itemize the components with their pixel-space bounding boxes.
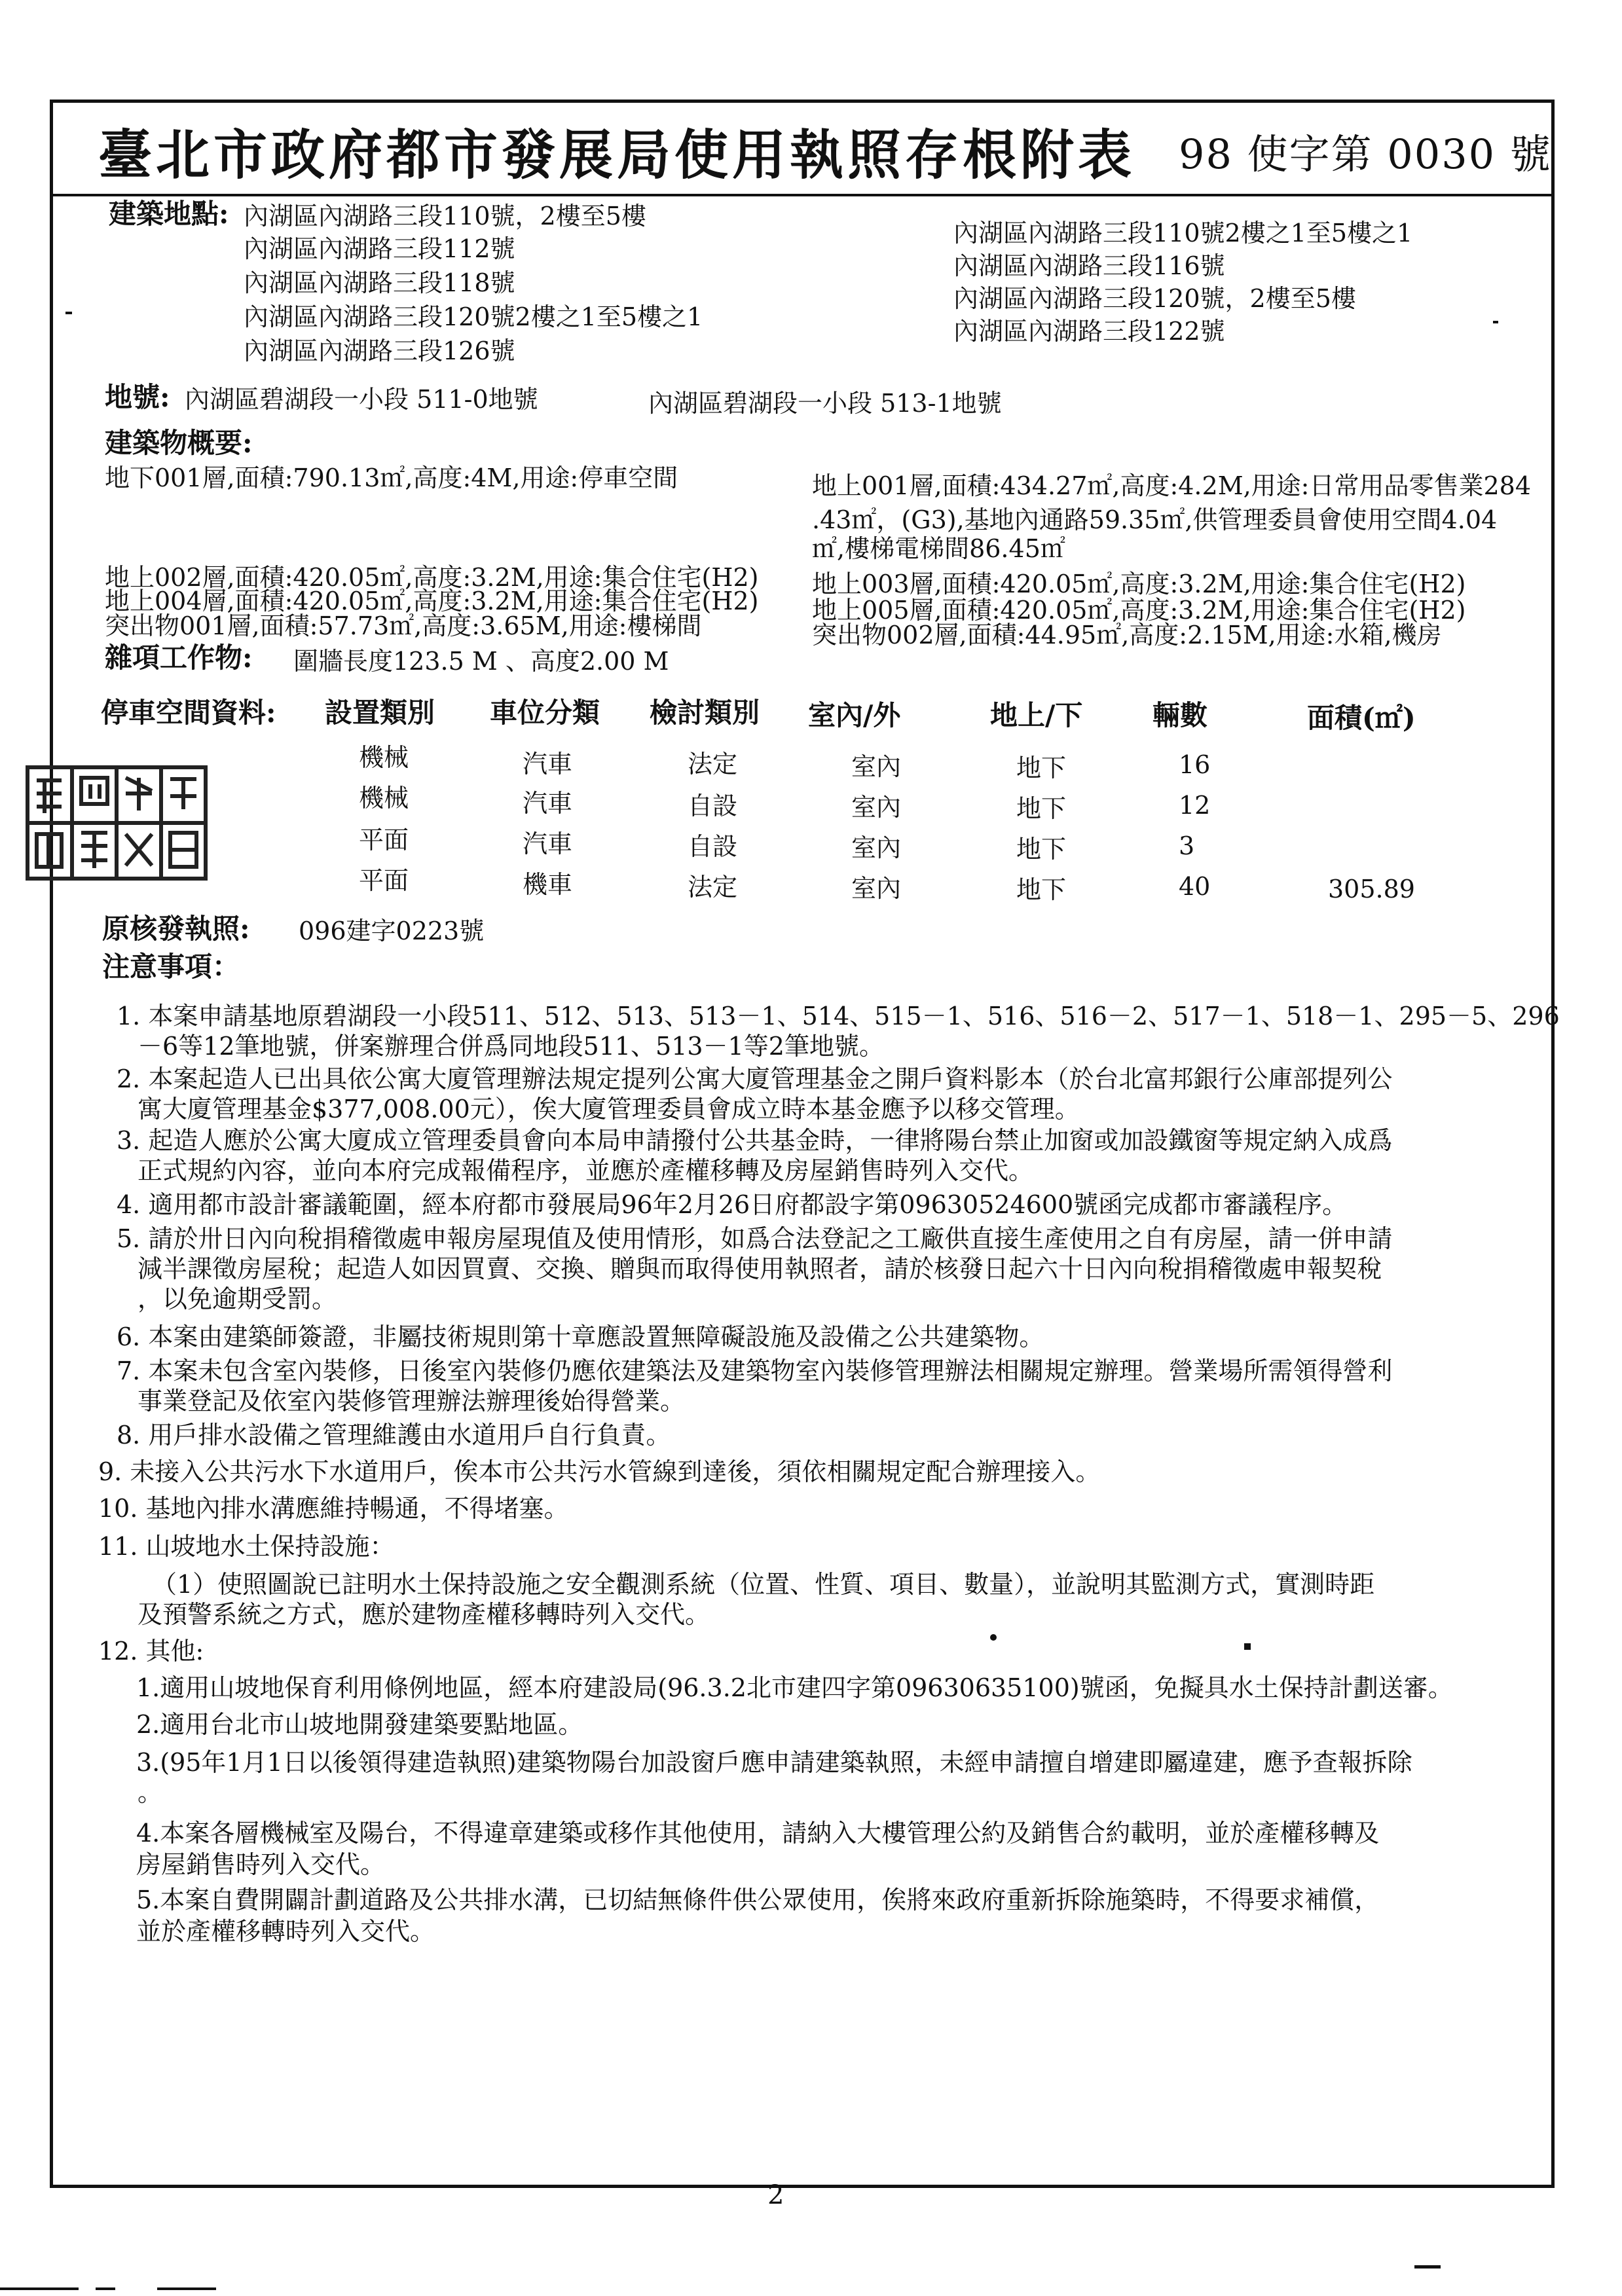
parking-cell: 機車	[523, 870, 573, 899]
parking-cell: 地下	[1016, 875, 1067, 904]
parking-cell: 汽車	[523, 750, 573, 778]
note-line: 3. 起造人應於公寓大廈成立管理委員會向本局申請撥付公共基金時，一律將陽台禁止加窗或加設鐵窗等規定納入成爲	[117, 1126, 1393, 1155]
scan-speck	[1493, 321, 1498, 323]
scan-speck	[0, 2287, 79, 2290]
scan-speck	[1414, 2265, 1441, 2269]
parking-cell: 室內	[851, 833, 902, 862]
floor-5: 地上005層,面積:420.05㎡,高度:3.2M,用途:集合住宅(H2)	[812, 596, 1466, 625]
note-line: 12. 其他:	[98, 1637, 204, 1666]
parking-cell: 地下	[1016, 835, 1067, 864]
parking-cell: 機械	[359, 743, 409, 772]
floor-3: 地上003層,面積:420.05㎡,高度:3.2M,用途:集合住宅(H2)	[812, 570, 1466, 598]
page-number: 2	[767, 2180, 784, 2210]
address-right-line: 內湖區內湖路三段120號，2樓至5樓	[953, 284, 1356, 313]
lot-value: 內湖區碧湖段一小段 513-1地號	[648, 389, 1002, 418]
note-line: －6等12筆地號，併案辦理合併爲同地段511、513－1等2筆地號。	[138, 1032, 884, 1061]
note-line: 6. 本案由建築師簽證，非屬技術規則第十章應設置無障礙設施及設備之公共建築物。	[117, 1322, 1044, 1351]
scan-speck	[96, 2287, 115, 2290]
misc-works-label: 雜項工作物:	[105, 642, 253, 674]
note-line: 4.本案各層機械室及陽台，不得違章建築或移作其他使用，請納入大樓管理公約及銷售合約載明，並於產權移轉及	[136, 1819, 1380, 1848]
parking-cell: 汽車	[523, 789, 573, 818]
floor-1-line: 地上001層,面積:434.27㎡,高度:4.2M,用途:日常用品零售業284	[812, 471, 1532, 500]
parking-header: 車位分類	[490, 697, 600, 729]
parking-cell: 地下	[1016, 794, 1067, 823]
parking-header: 室內/外	[808, 699, 901, 731]
penthouse-2: 突出物002層,面積:44.95㎡,高度:2.15M,用途:水箱,機房	[812, 621, 1442, 649]
parking-cell: 室內	[851, 752, 902, 781]
note-line: ，以免逾期受罰。	[138, 1285, 337, 1313]
note-line: 寓大廈管理基金$377,008.00元），俟大廈管理委員會成立時本基金應予以移交管理。	[138, 1095, 1080, 1123]
address-left-line: 內湖區內湖路三段112號	[244, 234, 515, 263]
note-line: 4. 適用都市設計審議範圍，經本府都市發展局96年2月26日府都設字第09630524600號函完成都市審議程序。	[117, 1190, 1348, 1219]
address-left-line: 內湖區內湖路三段118號	[244, 268, 515, 297]
address-right-line: 內湖區內湖路三段122號	[953, 317, 1225, 346]
note-line: 10. 基地內排水溝應維持暢通，不得堵塞。	[98, 1494, 569, 1523]
misc-works-value: 圍牆長度123.5 M 、高度2.00 M	[293, 647, 669, 676]
parking-header: 設置類別	[325, 697, 435, 729]
address-left-line: 內湖區內湖路三段120號2樓之1至5樓之1	[244, 302, 703, 331]
parking-cell: 地下	[1016, 754, 1067, 782]
address-left-line: 內湖區內湖路三段126號	[244, 337, 515, 365]
notes-label: 注意事項：	[102, 951, 240, 983]
document-title: 臺北市政府都市發展局使用執照存根附表	[98, 124, 1136, 187]
parking-header: 地上/下	[990, 699, 1083, 731]
note-line: 正式規約內容，並向本府完成報備程序，並應於產權移轉及房屋銷售時列入交代。	[138, 1156, 1034, 1185]
note-line: 1.適用山坡地保育利用條例地區，經本府建設局(96.3.2北市建四字第09630635100)號函，免擬具水土保持計劃送審。	[136, 1673, 1453, 1702]
parking-header: 面積(㎡)	[1307, 702, 1416, 734]
scan-speck	[65, 312, 72, 314]
note-line: 2. 本案起造人已出具依公寓大廈管理辦法規定提列公寓大廈管理基金之開戶資料影本（於台北富邦銀行公庫部提列公	[117, 1065, 1393, 1093]
permit-number: 98 使字第 0030 號	[1179, 130, 1552, 178]
note-line: （1）使照圖說已註明水土保持設施之安全觀測系統（位置、性質、項目、數量），並說明其監測方式，實測時距	[152, 1570, 1375, 1599]
parking-cell: 室內	[851, 874, 902, 903]
parking-cell: 室內	[851, 793, 902, 822]
note-line: 1. 本案申請基地原碧湖段一小段511、512、513、513－1、514、515－1、516、516－2、517－1、518－1、295－5、296	[117, 1002, 1560, 1030]
penthouse-1: 突出物001層,面積:57.73㎡,高度:3.65M,用途:樓梯間	[105, 611, 702, 640]
parking-cell: 平面	[359, 866, 409, 895]
header-divider	[50, 194, 1555, 196]
original-permit-label: 原核發執照:	[102, 913, 250, 945]
note-line: 9. 未接入公共污水下水道用戶，俟本市公共污水管線到達後，須依相關規定配合辦理接入。	[98, 1457, 1101, 1486]
note-line: 房屋銷售時列入交代。	[136, 1850, 386, 1879]
note-line: 5. 請於卅日內向稅捐稽徵處申報房屋現值及使用情形，如爲合法登記之工廠供直接生產使用之自有房屋，請一併申請	[117, 1224, 1393, 1253]
parking-header: 檢討類別	[650, 697, 760, 729]
note-line: 7. 本案未包含室內裝修，日後室內裝修仍應依建築法及建築物室內裝修管理辦法相關規定辦理。營業場所需領得營利	[117, 1357, 1393, 1385]
parking-header: 輛數	[1152, 699, 1208, 731]
note-line: 2.適用台北市山坡地開發建築要點地區。	[136, 1710, 583, 1739]
parking-cell: 3	[1179, 831, 1195, 860]
parking-cell: 法定	[688, 750, 738, 778]
parking-cell: 12	[1179, 791, 1211, 820]
note-line: 。	[138, 1778, 163, 1807]
address-label: 建築地點:	[109, 198, 229, 230]
note-line: 減半課徵房屋稅；起造人如因買賣、交換、贈與而取得使用執照者，請於核發日起六十日內向稅捐稽徵處申報契稅	[138, 1254, 1382, 1283]
parking-cell: 機械	[359, 784, 409, 812]
note-line: 8. 用戶排水設備之管理維護由水道用戶自行負責。	[117, 1421, 671, 1449]
lot-label: 地號:	[105, 381, 170, 413]
scan-speck	[1244, 1643, 1251, 1650]
address-right-line: 內湖區內湖路三段110號2樓之1至5樓之1	[953, 219, 1413, 247]
parking-cell: 法定	[688, 873, 738, 902]
floor-b1: 地下001層,面積:790.13㎡,高度:4M,用途:停車空間	[105, 464, 678, 492]
note-line: 事業登記及依室內裝修管理辦法辦理後始得營業。	[138, 1387, 686, 1415]
note-line: 並於產權移轉時列入交代。	[136, 1917, 435, 1946]
original-permit-value: 096建字0223號	[299, 917, 485, 945]
official-seal-stamp	[25, 765, 208, 881]
parking-cell: 40	[1179, 872, 1211, 901]
parking-cell: 自設	[688, 792, 738, 820]
note-line: 及預警系統之方式，應於建物產權移轉時列入交代。	[138, 1600, 710, 1629]
parking-cell: 16	[1179, 750, 1211, 779]
parking-cell: 自設	[688, 832, 738, 861]
floor-2: 地上002層,面積:420.05㎡,高度:3.2M,用途:集合住宅(H2)	[105, 563, 759, 592]
scan-speck	[990, 1634, 997, 1641]
scan-speck	[157, 2287, 216, 2290]
note-line: 11. 山坡地水土保持設施：	[98, 1532, 395, 1561]
note-line: 3.(95年1月1日以後領得建造執照)建築物陽台加設窗戶應申請建築執照，未經申請擅自增建即屬違建，應予查報拆除	[136, 1748, 1412, 1777]
floor-4: 地上004層,面積:420.05㎡,高度:3.2M,用途:集合住宅(H2)	[105, 587, 759, 615]
parking-label: 停車空間資料:	[101, 697, 276, 729]
parking-cell: 汽車	[523, 829, 573, 858]
address-left-line: 內湖區內湖路三段110號，2樓至5樓	[244, 202, 646, 230]
floor-1-line: ㎡,樓梯電梯間86.45㎡	[812, 534, 1065, 563]
parking-cell: 305.89	[1328, 875, 1415, 903]
lot-value: 內湖區碧湖段一小段 511-0地號	[185, 385, 538, 414]
address-right-line: 內湖區內湖路三段116號	[953, 251, 1225, 280]
floor-1-line: .43㎡，(G3),基地內通路59.35㎡,供管理委員會使用空間4.04	[812, 505, 1498, 534]
building-label: 建築物概要:	[105, 427, 253, 459]
parking-cell: 平面	[359, 826, 409, 854]
note-line: 5.本案自費開闢計劃道路及公共排水溝，已切結無條件供公眾使用，俟將來政府重新拆除施築時，不得要求補償，	[136, 1886, 1380, 1914]
